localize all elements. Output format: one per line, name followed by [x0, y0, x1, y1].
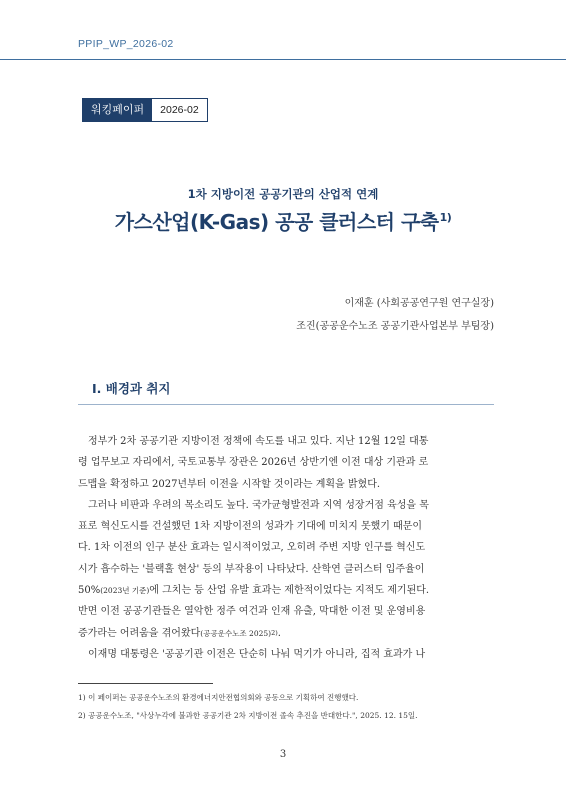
body-line: 다. 1차 이전의 인구 분산 효과는 일시적이었고, 오히려 주변 지방 인구를 혁신도 [78, 542, 426, 554]
section-divider [78, 404, 494, 405]
body-line: 령 업무보고 자리에서, 국토교통부 장관은 2026년 상반기엔 이전 대상 기관과 로 [78, 457, 429, 469]
paper-title [0, 206, 566, 235]
body-line: 시가 흡수하는 '블랙홀 현상' 등의 부작용이 나타났다. 산학연 클러스터 입주율이 [78, 563, 425, 575]
body-line: 표로 혁신도시를 건설했던 1차 지방이전의 성과가 기대에 미치지 못했기 때문이 [78, 521, 423, 533]
body-line: 드맵을 확정하고 2027년부터 이전을 시작할 것이라는 계획을 밝혔다. [78, 478, 381, 490]
body-line: 이재명 대통령은 '공공기관 이전은 단순히 나눠 먹기가 아니라, 집적 효과가 나 [88, 648, 426, 660]
body-line: 50% (2023년 기준) 에 그치는 등 산업 유발 효과는 제한적이었다는 지적도 제기된다. [78, 585, 430, 597]
header-divider [0, 59, 566, 60]
paper-subtitle: 1차 지방이전 공공기관의 산업적 연계 [187, 187, 379, 201]
body-text [78, 431, 494, 665]
section-heading: Ⅰ. 배경과 취지 [92, 381, 171, 396]
author-2: 조진(공공운수노조 공공기관사업본부 부팀장) [296, 321, 494, 332]
footnote-2: 2) 공공운수노조, "사상누각에 불과한 공공기관 2차 지방이전 졸속 추진을 반대한다.", 2025. 12. 15일. [78, 711, 418, 720]
author-1: 이재훈 (사회공공연구원 연구실장) [344, 298, 494, 309]
paper-title-text: 가스산업(K-Gas) 공공 클러스터 구축 [114, 210, 439, 234]
badge-label: 워킹페이퍼 [83, 99, 152, 121]
page-number: 3 [279, 749, 287, 760]
body-line: 정부가 2차 공공기관 지방이전 정책에 속도를 내고 있다. 지난 12월 12일 대통 [88, 436, 429, 447]
body-line: 반면 이전 공공기관들은 열악한 정주 여건과 인재 유출, 막대한 이전 및 운영비용 [78, 606, 426, 618]
badge-number: 2026-02 [152, 99, 207, 121]
footnote-divider [78, 683, 213, 684]
body-line: 그러나 비판과 우려의 목소리도 높다. 국가균형발전과 지역 성장거점 육성을 목 [88, 499, 429, 511]
working-paper-badge [82, 98, 208, 122]
footnote-ref-2: 2) [271, 628, 278, 637]
title-footnote-ref: 1) [439, 211, 452, 224]
footnote-1: 1) 이 페이퍼는 공공운수노조의 환경에너지안전협의회와 공동으로 기획하여 진행했다. [78, 693, 359, 702]
body-line: 증가라는 어려움을 겪어왔다 (공공운수노조 2025) 2) . [78, 623, 494, 644]
document-code: PPIP_WP_2026-02 [78, 38, 174, 50]
